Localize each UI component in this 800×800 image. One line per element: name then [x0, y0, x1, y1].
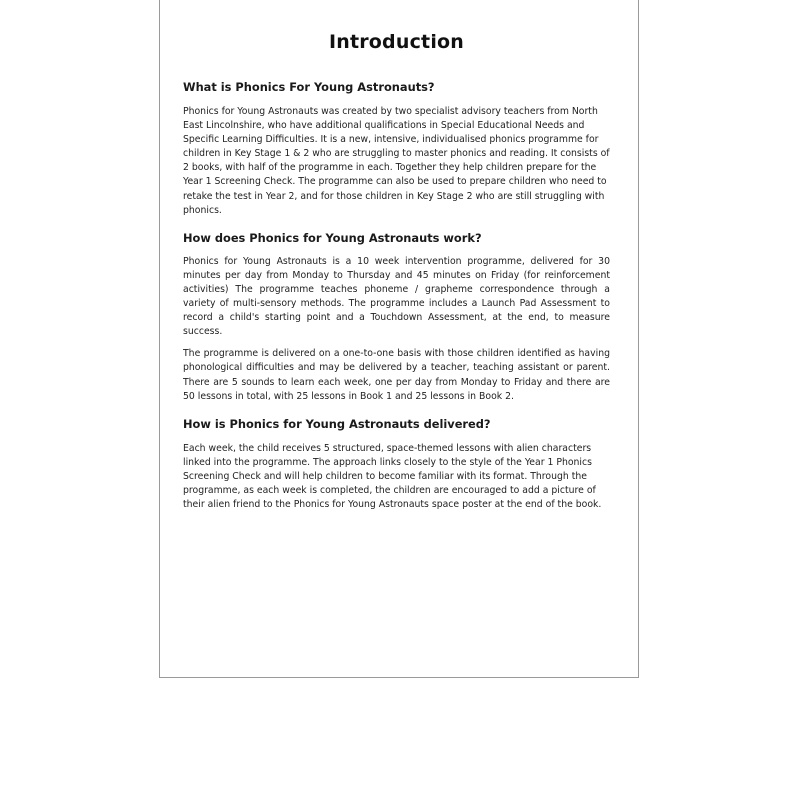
document-page	[159, 0, 639, 678]
page-content	[183, 0, 610, 512]
section-paragraph-delivery-basis: The programme is delivered on a one-to-one basis with those children identified as having phonological difficulties and may be delivered by a teacher, teaching assistant or parent. There are 5 sounds to learn each week, one per day from Monday to Friday and there are 50 lessons in total, with 25 lessons in Book 1 and 25 lessons in Book 2.	[183, 348, 610, 402]
section-paragraph-how-delivered: Each week, the child receives 5 structured, space-themed lessons with alien characters linked into the programme. The approach links closely to the style of the Year 1 Phonics Screening Check and will help children to become familiar with its format. Through the programme, as each week is completed, the children are encouraged to add a picture of their alien friend to the Phonics for Young Astronauts space poster at the end of the book.	[183, 442, 602, 511]
section-heading-how-does-it-work: How does Phonics for Young Astronauts work?	[183, 230, 482, 245]
section-paragraph-how-it-works: Phonics for Young Astronauts is a 10 week intervention programme, delivered for 30 minutes per day from Monday to Thursday and 45 minutes on Friday (for reinforcement activities) The programme teaches phoneme / grapheme correspondence through a variety of multi-sensory methods. The programme includes a Launch Pad Assessment to record a child's starting point and a Touchdown Assessment, at the end, to measure success.	[183, 255, 610, 338]
section-heading-how-delivered: How is Phonics for Young Astronauts delivered?	[183, 416, 491, 431]
section-heading-what-is: What is Phonics For Young Astronauts?	[183, 80, 435, 94]
page-title: Introduction	[328, 31, 465, 53]
section-paragraph-what-is: Phonics for Young Astronauts was created by two specialist advisory teachers from North East Lincolnshire, who have additional qualifications in Special Educational Needs and Specific Learning Difficulties. It is a new, intensive, individualised phonics programme for children in Key Stage 1 & 2 who are struggling to master phonics and reading. It consists of 2 books, with half of the programme in each. Together they help children prepare for the Year 1 Screening Check. The programme can also be used to prepare children who need to retake the test in Year 2, and for those children in Key Stage 2 who are still struggling with phonics.	[183, 106, 610, 216]
